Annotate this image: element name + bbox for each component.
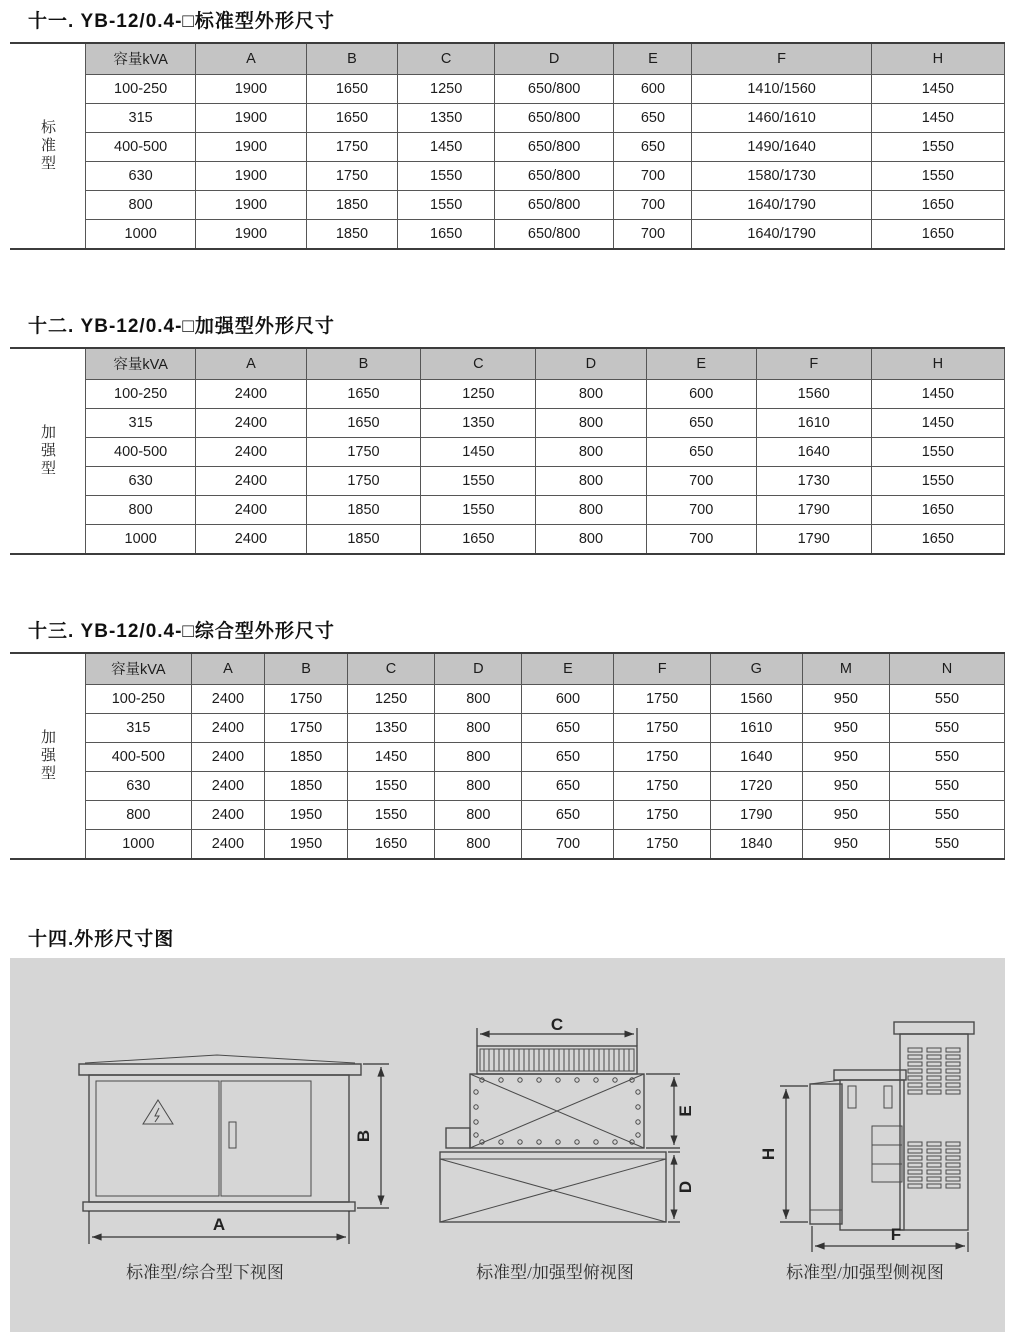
- latch-stack: [872, 1126, 902, 1182]
- capacity-cell: 100-250: [86, 379, 196, 408]
- dimension-cell: 1610: [756, 408, 871, 437]
- dimension-cell: 1410/1560: [692, 74, 871, 103]
- front-view-drawing: [65, 1030, 395, 1265]
- dimension-cell: 1750: [614, 771, 710, 800]
- dimension-cell: 1850: [306, 190, 398, 219]
- dimension-cell: 2400: [196, 495, 306, 524]
- comprehensive-dimensions-table: [85, 654, 1005, 858]
- dimension-cell: 1250: [347, 684, 434, 713]
- top-view-drawing: [430, 1016, 700, 1251]
- dimension-cell: 800: [536, 437, 646, 466]
- column-header: 容量kVA: [86, 44, 196, 74]
- capacity-cell: 400-500: [86, 132, 196, 161]
- vent-grille-inner: [480, 1049, 634, 1071]
- column-header: B: [306, 349, 421, 379]
- dimension-cell: 600: [522, 684, 614, 713]
- column-header: B: [265, 654, 348, 684]
- table-row: [86, 408, 1005, 437]
- dim-label-A: A: [212, 1215, 226, 1234]
- dimension-cell: 800: [435, 829, 522, 858]
- dimension-cell: 650/800: [494, 190, 613, 219]
- dimension-cell: 1650: [306, 408, 421, 437]
- dimension-cell: 1550: [871, 132, 1004, 161]
- dim-label-D: D: [676, 1180, 695, 1194]
- dimension-cell: 2400: [196, 437, 306, 466]
- dimension-cell: 1950: [265, 829, 348, 858]
- middle-top-bar: [834, 1070, 906, 1080]
- reinforced-dimensions-table: [85, 349, 1005, 553]
- dimension-cell: 1580/1730: [692, 161, 871, 190]
- dimension-cell: 2400: [191, 771, 265, 800]
- dimension-cell: 650/800: [494, 103, 613, 132]
- capacity-cell: 315: [86, 713, 192, 742]
- dimension-cell: 1650: [306, 103, 398, 132]
- dim-label-F: F: [890, 1225, 902, 1244]
- dimension-cell: 700: [614, 161, 692, 190]
- capacity-cell: 1000: [86, 219, 196, 248]
- dimension-cell: 1450: [398, 132, 494, 161]
- dimension-cell: 1560: [756, 379, 871, 408]
- capacity-cell: 800: [86, 495, 196, 524]
- capacity-cell: 630: [86, 161, 196, 190]
- capacity-cell: 1000: [86, 524, 196, 553]
- dimension-cell: 1900: [196, 161, 306, 190]
- warning-triangle-icon: [143, 1100, 173, 1124]
- dimension-cell: 800: [536, 466, 646, 495]
- side-view-caption: 标准型/加强型侧视图: [786, 1263, 944, 1282]
- dimension-cell: 1750: [614, 742, 710, 771]
- dimension-cell: 950: [802, 713, 889, 742]
- dimension-cell: 800: [536, 379, 646, 408]
- dimension-cell: 550: [890, 713, 1005, 742]
- dimension-cell: 2400: [191, 829, 265, 858]
- dimension-cell: 1790: [710, 800, 802, 829]
- dimension-cell: 1450: [421, 437, 536, 466]
- dimension-cell: 1650: [871, 190, 1004, 219]
- dimension-cell: 650/800: [494, 74, 613, 103]
- dimension-cell: 800: [435, 684, 522, 713]
- capacity-cell: 400-500: [86, 437, 196, 466]
- table-row: [86, 74, 1005, 103]
- table-row: [86, 524, 1005, 553]
- dimension-cell: 1550: [421, 495, 536, 524]
- dimension-cell: 1450: [871, 103, 1004, 132]
- standard-table-block: [10, 42, 1005, 250]
- dimension-cell: 1750: [306, 161, 398, 190]
- drawings-panel: [10, 958, 1005, 1332]
- left-panel: [810, 1084, 842, 1224]
- dimension-cell: 700: [646, 524, 756, 553]
- dimension-cell: 1450: [871, 408, 1004, 437]
- side-view-figure: [738, 1008, 988, 1263]
- dimension-cell: 1900: [196, 219, 306, 248]
- dimension-cell: 800: [435, 800, 522, 829]
- dim-label-H: H: [759, 1147, 778, 1161]
- capacity-cell: 800: [86, 800, 192, 829]
- column-header: D: [435, 654, 522, 684]
- dimension-cell: 1250: [421, 379, 536, 408]
- dimension-cell: 1650: [306, 74, 398, 103]
- dimension-cell: 650: [614, 103, 692, 132]
- dimension-cell: 1750: [614, 684, 710, 713]
- column-header: D: [536, 349, 646, 379]
- dimension-cell: 1900: [196, 132, 306, 161]
- table-row: [86, 800, 1005, 829]
- louver-vents-lower: [908, 1142, 960, 1188]
- column-header: M: [802, 654, 889, 684]
- dimension-cell: 800: [435, 771, 522, 800]
- capacity-cell: 1000: [86, 829, 192, 858]
- dimension-cell: 1900: [196, 103, 306, 132]
- dimension-cell: 600: [614, 74, 692, 103]
- dimension-cell: 2400: [191, 742, 265, 771]
- section-title-drawings: 十四.外形尺寸图: [28, 929, 175, 950]
- door-handle: [229, 1122, 236, 1148]
- dimension-cell: 700: [614, 219, 692, 248]
- dimension-cell: 1850: [306, 219, 398, 248]
- capacity-cell: 400-500: [86, 742, 192, 771]
- dimension-cell: 1650: [306, 379, 421, 408]
- dimension-cell: 2400: [196, 379, 306, 408]
- dimension-cell: 1790: [756, 495, 871, 524]
- column-header: D: [494, 44, 613, 74]
- column-header: F: [692, 44, 871, 74]
- dimension-cell: 1750: [265, 684, 348, 713]
- dimension-cell: 600: [646, 379, 756, 408]
- column-header: E: [646, 349, 756, 379]
- dimension-cell: 1650: [871, 524, 1004, 553]
- front-view-caption: 标准型/综合型下视图: [126, 1263, 284, 1282]
- dimension-cell: 950: [802, 829, 889, 858]
- dimension-cell: 950: [802, 684, 889, 713]
- table-row: [86, 190, 1005, 219]
- hinge-left: [848, 1086, 856, 1108]
- column-header: B: [306, 44, 398, 74]
- column-header: A: [191, 654, 265, 684]
- dimension-cell: 1640/1790: [692, 219, 871, 248]
- column-header: H: [871, 349, 1004, 379]
- dimension-cell: 800: [536, 495, 646, 524]
- dimension-cell: 1490/1640: [692, 132, 871, 161]
- dimension-cell: 1750: [614, 829, 710, 858]
- dimension-cell: 650: [614, 132, 692, 161]
- top-view-caption: 标准型/加强型俯视图: [476, 1263, 634, 1282]
- side-label-standard: [10, 44, 85, 248]
- grille-ribs: [484, 1049, 629, 1071]
- table-row: [86, 379, 1005, 408]
- dimension-cell: 700: [614, 190, 692, 219]
- dimension-cell: 1730: [756, 466, 871, 495]
- table-row: [86, 495, 1005, 524]
- dimension-cell: 2400: [191, 713, 265, 742]
- capacity-cell: 800: [86, 190, 196, 219]
- table-row: [86, 132, 1005, 161]
- left-door: [96, 1081, 219, 1196]
- dimension-cell: 650: [522, 771, 614, 800]
- capacity-cell: 630: [86, 771, 192, 800]
- top-view-figure: [430, 1016, 700, 1256]
- dimension-cell: 700: [646, 495, 756, 524]
- reinforced-table-block: [10, 347, 1005, 555]
- dimension-cell: 950: [802, 771, 889, 800]
- dimension-cell: 550: [890, 800, 1005, 829]
- section-title-comprehensive: 十三. YB-12/0.4-□综合型外形尺寸: [28, 621, 335, 642]
- dimension-cell: 1450: [871, 74, 1004, 103]
- capacity-cell: 315: [86, 103, 196, 132]
- louver-vents-upper: [908, 1048, 960, 1094]
- column-header: F: [756, 349, 871, 379]
- dimension-cell: 650: [522, 800, 614, 829]
- dim-label-B: B: [354, 1129, 373, 1143]
- dimension-cell: 650: [522, 713, 614, 742]
- dimension-cell: 1720: [710, 771, 802, 800]
- table-row: [86, 161, 1005, 190]
- header-row: [86, 349, 1005, 379]
- dim-label-E: E: [676, 1105, 695, 1117]
- dimension-cell: 1900: [196, 74, 306, 103]
- column-header: G: [710, 654, 802, 684]
- dimension-cell: 1850: [265, 771, 348, 800]
- column-header: C: [347, 654, 434, 684]
- header-row: [86, 654, 1005, 684]
- table-row: [86, 103, 1005, 132]
- dimension-cell: 1900: [196, 190, 306, 219]
- dimension-cell: 1750: [265, 713, 348, 742]
- dimension-cell: 1650: [871, 495, 1004, 524]
- dimension-cell: 1610: [710, 713, 802, 742]
- table-row: [86, 713, 1005, 742]
- side-view-drawing: [738, 1008, 988, 1258]
- front-view-figure: [65, 1030, 395, 1270]
- dimension-cell: 1460/1610: [692, 103, 871, 132]
- dim-label-C: C: [550, 1016, 564, 1034]
- dimension-cell: 1750: [306, 466, 421, 495]
- column-header: C: [421, 349, 536, 379]
- section-title-standard: 十一. YB-12/0.4-□标准型外形尺寸: [28, 11, 335, 32]
- header-row: [86, 44, 1005, 74]
- dimension-cell: 1650: [398, 219, 494, 248]
- dimension-cell: 1550: [421, 466, 536, 495]
- dimension-cell: 1350: [398, 103, 494, 132]
- hv-cabinet: [900, 1034, 968, 1230]
- dimension-cell: 1350: [347, 713, 434, 742]
- hinge-right: [884, 1086, 892, 1108]
- dimension-cell: 550: [890, 771, 1005, 800]
- dimension-cell: 1850: [306, 495, 421, 524]
- base-tank: [440, 1152, 666, 1222]
- dimension-cell: 1550: [871, 437, 1004, 466]
- dimension-cell: 1250: [398, 74, 494, 103]
- dimension-cell: 650/800: [494, 161, 613, 190]
- comprehensive-table-block: [10, 652, 1005, 860]
- table-row: [86, 742, 1005, 771]
- column-header: E: [614, 44, 692, 74]
- dimension-cell: 700: [522, 829, 614, 858]
- side-notch: [446, 1128, 470, 1148]
- dimension-cell: 650: [646, 408, 756, 437]
- dimension-cell: 800: [536, 524, 646, 553]
- table-row: [86, 219, 1005, 248]
- side-label-comprehensive: [10, 654, 85, 858]
- dimension-cell: 1650: [347, 829, 434, 858]
- dimension-cell: 1550: [398, 190, 494, 219]
- standard-dimensions-table: [85, 44, 1005, 248]
- dimension-cell: 1650: [871, 219, 1004, 248]
- dimension-cell: 1550: [398, 161, 494, 190]
- dimension-cell: 1950: [265, 800, 348, 829]
- dimension-cell: 700: [646, 466, 756, 495]
- dimension-cell: 1840: [710, 829, 802, 858]
- dimension-cell: 2400: [191, 684, 265, 713]
- roof-band: [79, 1064, 361, 1075]
- dimension-cell: 2400: [196, 408, 306, 437]
- table-row: [86, 829, 1005, 858]
- dimension-cell: 550: [890, 829, 1005, 858]
- dimension-cell: 1790: [756, 524, 871, 553]
- side-label-reinforced: [10, 349, 85, 553]
- capacity-cell: 100-250: [86, 74, 196, 103]
- dimension-cell: 1750: [614, 713, 710, 742]
- cabinet-cap: [894, 1022, 974, 1034]
- dimension-cell: 1450: [347, 742, 434, 771]
- dimension-cell: 1640: [756, 437, 871, 466]
- dimension-cell: 1750: [306, 437, 421, 466]
- capacity-cell: 630: [86, 466, 196, 495]
- base-pad: [83, 1202, 355, 1211]
- column-header: E: [522, 654, 614, 684]
- dimension-cell: 1550: [871, 161, 1004, 190]
- table-row: [86, 771, 1005, 800]
- dimension-cell: 1550: [871, 466, 1004, 495]
- column-header: F: [614, 654, 710, 684]
- dimension-cell: 650: [646, 437, 756, 466]
- section-title-reinforced: 十二. YB-12/0.4-□加强型外形尺寸: [28, 316, 335, 337]
- side-label-text: 标准型: [39, 119, 56, 173]
- table-row: [86, 437, 1005, 466]
- column-header: 容量kVA: [86, 654, 192, 684]
- dimension-cell: 2400: [196, 524, 306, 553]
- dimension-cell: 550: [890, 684, 1005, 713]
- dimension-cell: 2400: [191, 800, 265, 829]
- dimension-cell: 1350: [421, 408, 536, 437]
- column-header: 容量kVA: [86, 349, 196, 379]
- table-row: [86, 466, 1005, 495]
- dimension-cell: 1750: [306, 132, 398, 161]
- dimension-cell: 1850: [306, 524, 421, 553]
- dimension-cell: 800: [435, 713, 522, 742]
- right-door: [221, 1081, 311, 1196]
- column-header: H: [871, 44, 1004, 74]
- roof-ridge: [85, 1055, 355, 1063]
- dimension-cell: 550: [890, 742, 1005, 771]
- dimension-cell: 1850: [265, 742, 348, 771]
- dimension-cell: 1640: [710, 742, 802, 771]
- column-header: A: [196, 44, 306, 74]
- dimension-cell: 950: [802, 742, 889, 771]
- dimension-cell: 650/800: [494, 219, 613, 248]
- dimension-cell: 1550: [347, 800, 434, 829]
- column-header: A: [196, 349, 306, 379]
- column-header: C: [398, 44, 494, 74]
- side-label-text: 加强型: [39, 424, 56, 478]
- dimension-cell: 650/800: [494, 132, 613, 161]
- column-header: N: [890, 654, 1005, 684]
- dimension-cell: 1550: [347, 771, 434, 800]
- dimension-cell: 1640/1790: [692, 190, 871, 219]
- capacity-cell: 100-250: [86, 684, 192, 713]
- dimension-cell: 1560: [710, 684, 802, 713]
- dimension-cell: 800: [435, 742, 522, 771]
- dimension-cell: 1750: [614, 800, 710, 829]
- dimension-cell: 800: [536, 408, 646, 437]
- dimension-cell: 1450: [871, 379, 1004, 408]
- dimension-cell: 2400: [196, 466, 306, 495]
- dimension-cell: 1650: [421, 524, 536, 553]
- dimension-cell: 950: [802, 800, 889, 829]
- side-label-text: 加强型: [39, 729, 56, 783]
- table-row: [86, 684, 1005, 713]
- dimension-cell: 650: [522, 742, 614, 771]
- vent-grille: [477, 1046, 637, 1074]
- capacity-cell: 315: [86, 408, 196, 437]
